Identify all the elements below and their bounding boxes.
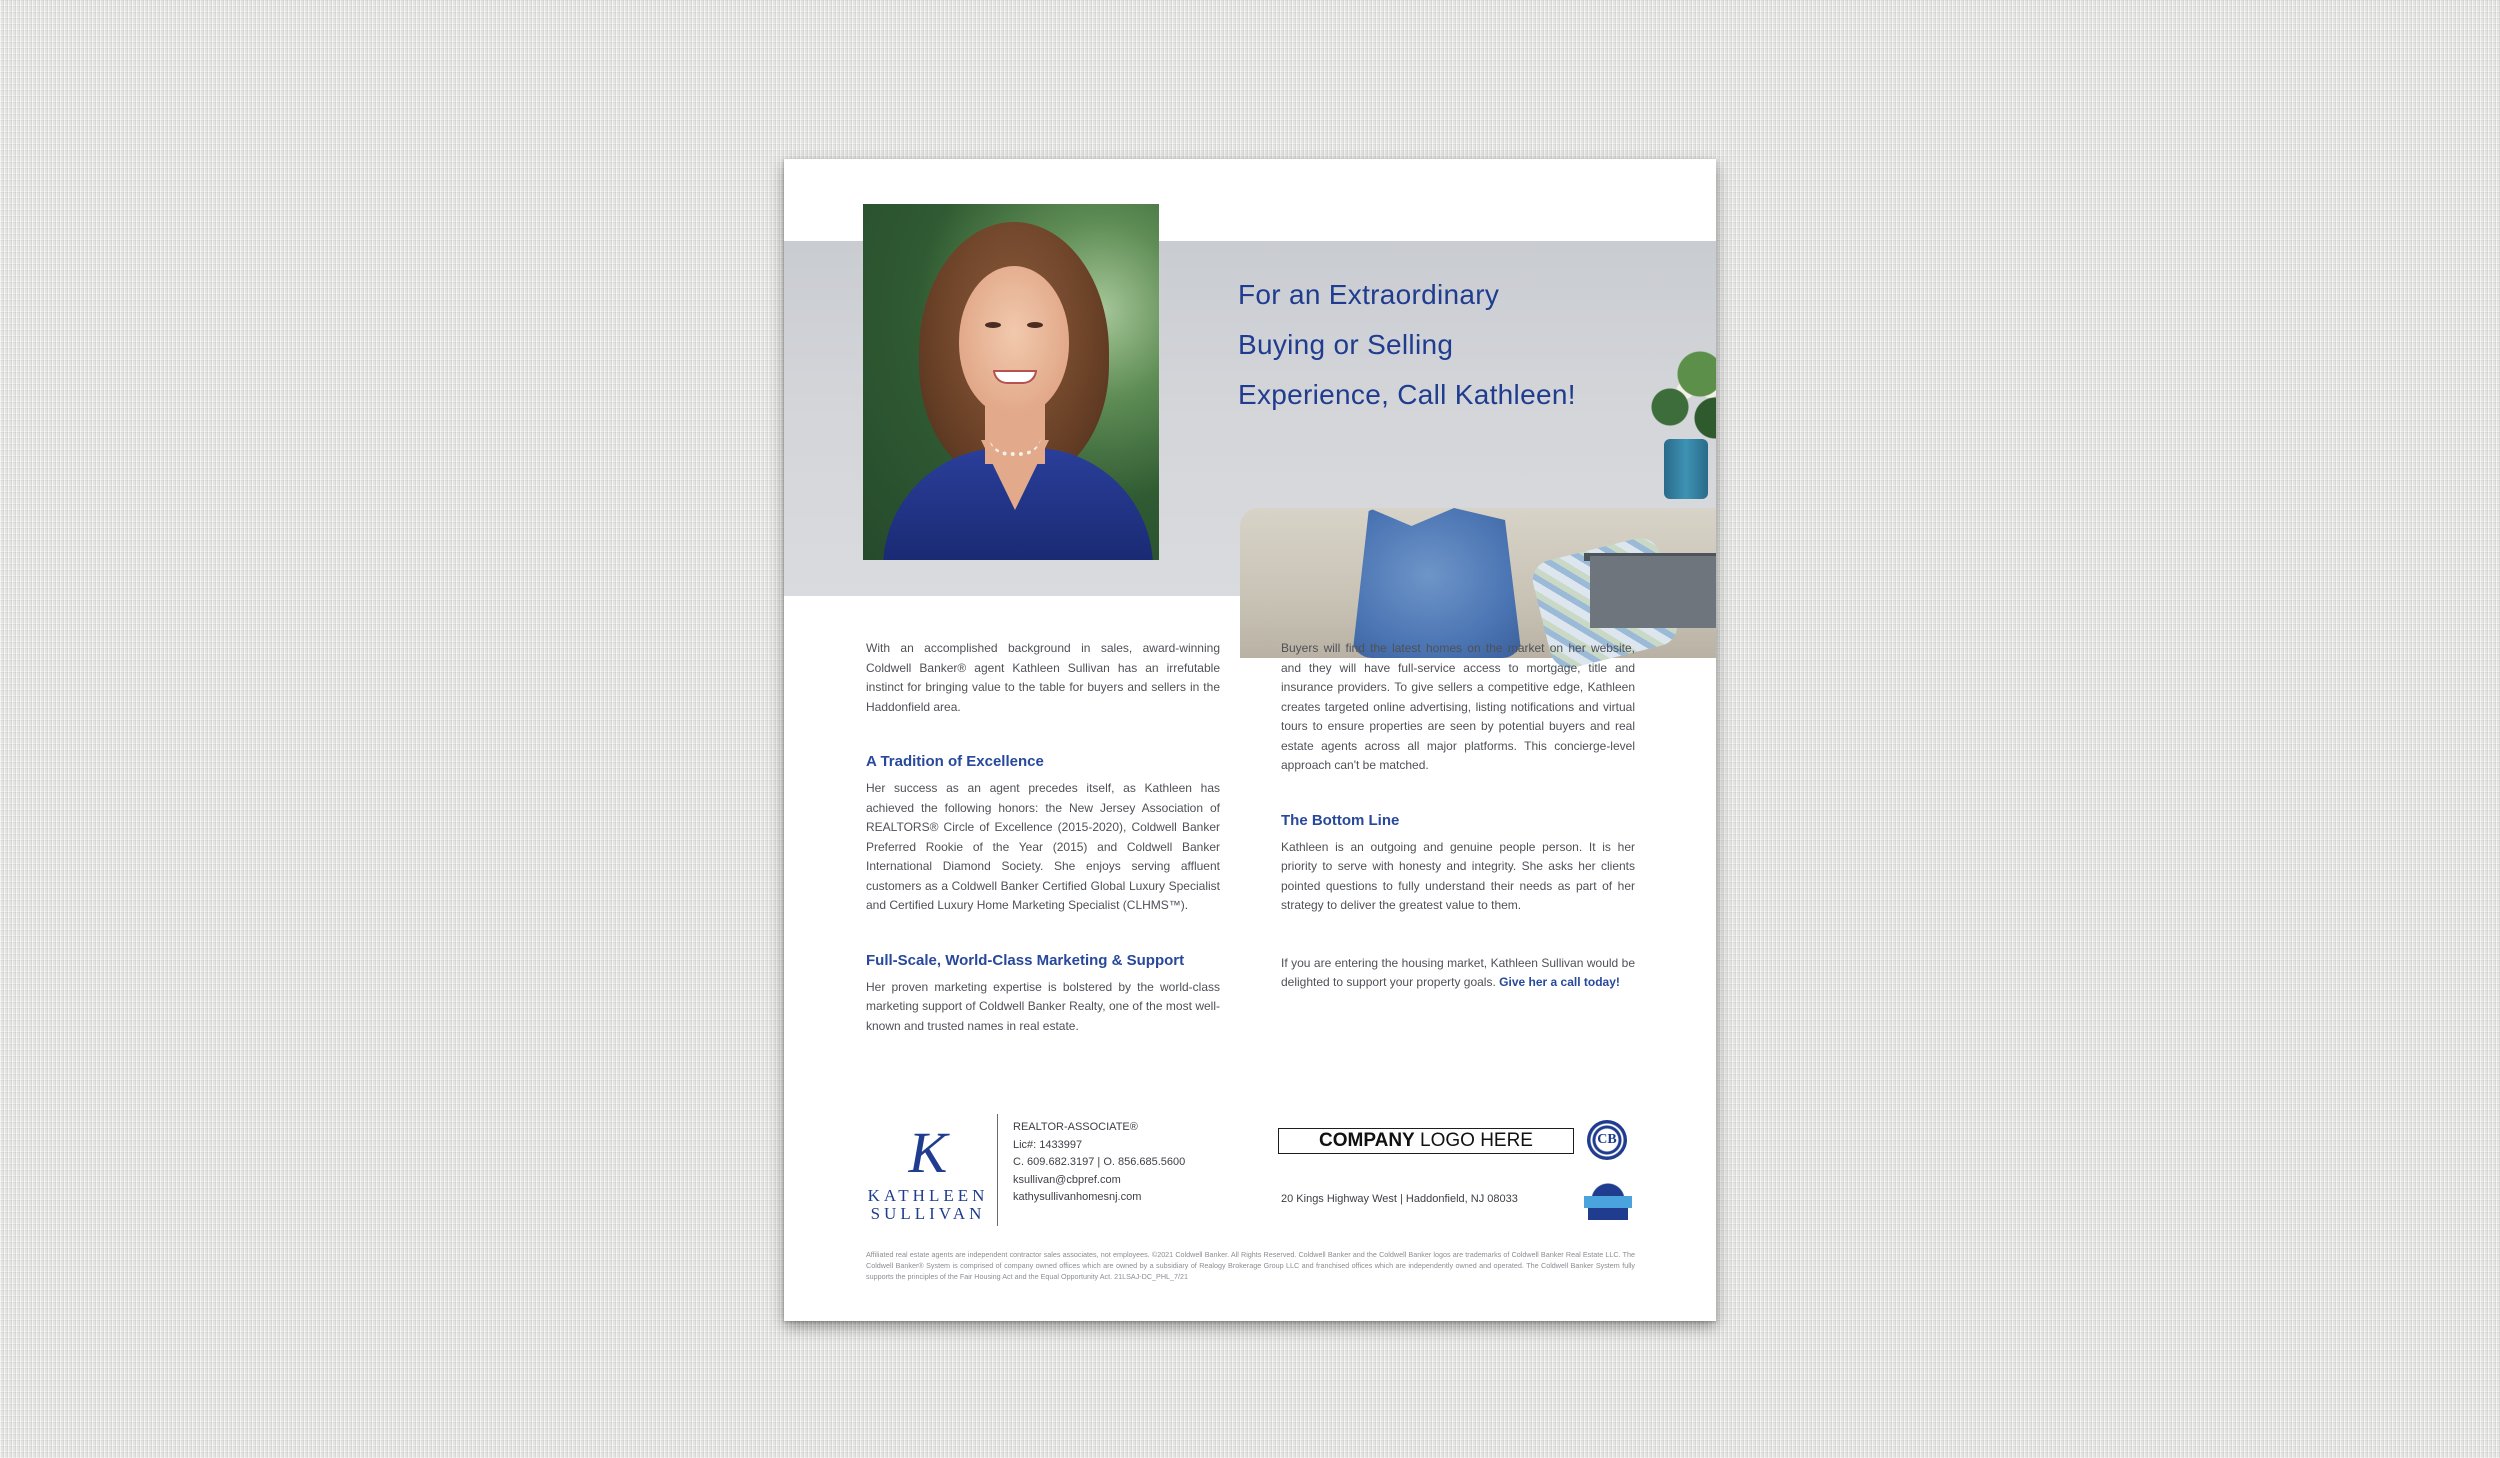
agent-license: Lic#: 1433997 — [1013, 1138, 1083, 1151]
brand-seal-icon: CB — [1587, 1120, 1627, 1160]
contact-divider — [997, 1114, 998, 1226]
headline-line-1: For an Extraordinary — [1238, 279, 1500, 310]
right-column — [1281, 639, 1635, 993]
excellence-paragraph: Her success as an agent precedes itself, as Kathleen has achieved the following honors: the New Jersey Association of REALTORS® Circle of Excellence (2015-2020), Coldwell Banker Preferred Rookie of the Year (2015) and Coldwell Banker International Diamond Society. She enjoys serving affluent customers as a Coldwell Banker Certified Global Luxury Specialist and Certified Luxury Home Marketing Specialist (CLHMS™). — [866, 781, 1220, 912]
blue-pillow — [1352, 508, 1522, 658]
contact-block — [1013, 1119, 1243, 1207]
award-badge-icon — [1584, 1178, 1632, 1222]
side-table — [1590, 556, 1716, 628]
headline-line-2: Buying or Selling — [1238, 329, 1454, 360]
office-address: 20 Kings Highway West | Haddonfield, NJ 08033 — [1281, 1193, 1518, 1205]
left-column — [866, 639, 1220, 1036]
intro-paragraph: With an accomplished background in sales, award-winning Coldwell Banker® agent Kathleen Sullivan has an irrefutable instinct for bringing value to the table for buyers and sellers in the Haddonfield area. — [866, 641, 1220, 714]
agent-portrait — [863, 204, 1159, 560]
agent-monogram: K — [908, 1120, 948, 1185]
company-logo-bold: COMPANY — [1319, 1130, 1415, 1151]
flyer-page — [784, 159, 1716, 1321]
agent-email[interactable]: ksullivan@cbpref.com — [1013, 1173, 1121, 1186]
section-title-bottom-line: The Bottom Line — [1281, 811, 1400, 829]
closing-paragraph: If you are entering the housing market, Kathleen Sullivan would be delighted to support your property goals. Give her a call today! — [1281, 955, 1635, 989]
section-title-marketing: Full-Scale, World-Class Marketing & Support — [866, 951, 1185, 969]
marketing-paragraph: Her proven marketing expertise is bolstered by the world-class marketing support of Coldwell Banker Realty, one of the most well-known and trusted names in real estate. — [866, 979, 1220, 1033]
company-logo-rest: LOGO HERE — [1414, 1130, 1533, 1151]
agent-phones: C. 609.682.3197 | O. 856.685.5600 — [1013, 1156, 1186, 1169]
headline — [1238, 270, 1698, 420]
agent-title: REALTOR-ASSOCIATE® — [1013, 1121, 1138, 1133]
headline-line-3: Experience, Call Kathleen! — [1238, 379, 1576, 410]
buyers-paragraph: Buyers will find the latest homes on the market on her website, and they will have full-service access to mortgage, title and insurance providers. To give sellers a competitive edge, Kathleen creates targeted online advertising, listing notifications and virtual tours to ensure properties are seen by potential buyers and real estate agents across all major platforms. This concierge-level approach can't be matched. — [1281, 641, 1635, 772]
agent-website[interactable]: kathysullivanhomesnj.com — [1013, 1191, 1142, 1204]
bottom-line-paragraph: Kathleen is an outgoing and genuine people person. It is her priority to serve with honesty and integrity. She asks her clients pointed questions to fully understand their needs as part of her strategy to deliver the greatest value to them. — [1281, 839, 1635, 912]
call-to-action: Give her a call today! — [1499, 975, 1620, 989]
agent-logo — [862, 1121, 994, 1225]
company-logo-placeholder — [1278, 1128, 1574, 1154]
agent-logo-first-name: KATHLEEN — [867, 1186, 989, 1205]
agent-logo-last-name: SULLIVAN — [870, 1204, 986, 1223]
legal-disclaimer: Affiliated real estate agents are independent contractor sales associates, not employees. ©2021 Coldwell Banker. All Rights Reserved. Coldwell Banker and the Coldwell Banker logos are trademarks of Coldwell Banker Real Estate LLC. The Coldwell Banker® System is comprised of company owned offices which are owned by a subsidiary of Realogy Brokerage Group LLC and franchised offices which are independently owned and operated. The Coldwell Banker System fully supports the principles of the Fair Housing Act and the Equal Opportunity Act. 21LSAJ-DC_PHL_7/21 — [866, 1250, 1635, 1281]
section-title-excellence: A Tradition of Excellence — [866, 753, 1044, 770]
